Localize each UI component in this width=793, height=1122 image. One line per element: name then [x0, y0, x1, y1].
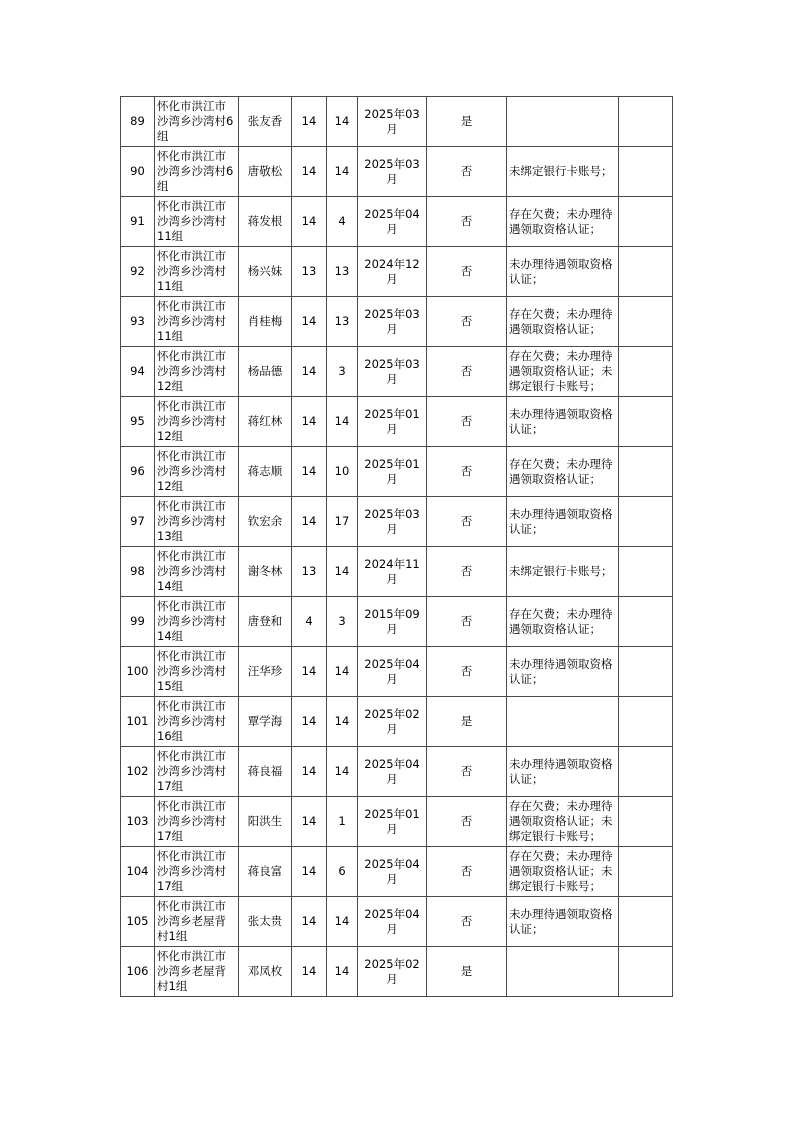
- date-cell: 2025年01月: [358, 447, 427, 497]
- remark-cell: [507, 247, 619, 297]
- empty-cell: [619, 197, 673, 247]
- months-value-a: 14: [292, 847, 327, 897]
- months-value-b: 14: [327, 947, 358, 997]
- table-row: [121, 447, 673, 497]
- address-cell: 怀化市洪江市沙湾乡沙湾村6组: [155, 147, 239, 197]
- empty-cell: [619, 247, 673, 297]
- remark-text: 未办理待遇领取资格认证；: [509, 256, 613, 286]
- row-number: 90: [121, 147, 155, 197]
- remark-cell: [507, 297, 619, 347]
- date-cell: 2025年01月: [358, 397, 427, 447]
- address-cell: 怀化市洪江市沙湾乡沙湾村12组: [155, 397, 239, 447]
- months-value-a: 13: [292, 247, 327, 297]
- date-cell: 2025年04月: [358, 747, 427, 797]
- remark-text: 存在欠费；未办理待遇领取资格认证；: [509, 456, 613, 486]
- remark-cell: [507, 847, 619, 897]
- months-value-b: 10: [327, 447, 358, 497]
- empty-cell: [619, 797, 673, 847]
- table-row: [121, 547, 673, 597]
- empty-cell: [619, 697, 673, 747]
- date-cell: 2025年02月: [358, 947, 427, 997]
- remark-cell: [507, 497, 619, 547]
- address-cell: 怀化市洪江市沙湾乡沙湾村12组: [155, 447, 239, 497]
- table-row: [121, 247, 673, 297]
- empty-cell: [619, 347, 673, 397]
- remark-cell: [507, 397, 619, 447]
- row-number: 106: [121, 947, 155, 997]
- months-value-a: 14: [292, 297, 327, 347]
- months-value-b: 1: [327, 797, 358, 847]
- remark-cell: [507, 447, 619, 497]
- months-value-a: 14: [292, 697, 327, 747]
- person-name: 蒋红林: [239, 397, 292, 447]
- months-value-a: 14: [292, 947, 327, 997]
- months-value-b: 14: [327, 147, 358, 197]
- empty-cell: [619, 747, 673, 797]
- status-flag: 否: [427, 247, 507, 297]
- status-flag: 否: [427, 897, 507, 947]
- address-cell: 怀化市洪江市沙湾乡沙湾村11组: [155, 197, 239, 247]
- remark-cell: [507, 697, 619, 747]
- table-row: [121, 397, 673, 447]
- person-name: 张太贵: [239, 897, 292, 947]
- date-cell: 2025年03月: [358, 97, 427, 147]
- status-flag: 否: [427, 797, 507, 847]
- address-cell: 怀化市洪江市沙湾乡沙湾村17组: [155, 747, 239, 797]
- months-value-b: 3: [327, 347, 358, 397]
- empty-cell: [619, 947, 673, 997]
- row-number: 89: [121, 97, 155, 147]
- status-flag: 否: [427, 597, 507, 647]
- months-value-a: 4: [292, 597, 327, 647]
- address-cell: 怀化市洪江市沙湾乡沙湾村13组: [155, 497, 239, 547]
- date-cell: 2015年09月: [358, 597, 427, 647]
- empty-cell: [619, 497, 673, 547]
- months-value-a: 14: [292, 497, 327, 547]
- remark-text: 存在欠费；未办理待遇领取资格认证；未绑定银行卡账号；: [509, 849, 613, 893]
- address-cell: 怀化市洪江市沙湾乡老屋背村1组: [155, 947, 239, 997]
- address-cell: 怀化市洪江市沙湾乡沙湾村14组: [155, 547, 239, 597]
- status-flag: 否: [427, 497, 507, 547]
- remark-text: 未绑定银行卡账号；: [509, 164, 613, 178]
- date-cell: 2025年03月: [358, 347, 427, 397]
- months-value-b: 14: [327, 397, 358, 447]
- months-value-b: 14: [327, 897, 358, 947]
- status-flag: 否: [427, 647, 507, 697]
- table-row: [121, 947, 673, 997]
- date-cell: 2025年04月: [358, 197, 427, 247]
- months-value-a: 14: [292, 647, 327, 697]
- remark-text: 存在欠费；未办理待遇领取资格认证；: [509, 306, 613, 336]
- person-name: 邓凤枚: [239, 947, 292, 997]
- address-cell: 怀化市洪江市沙湾乡沙湾村6组: [155, 97, 239, 147]
- table-row: [121, 597, 673, 647]
- date-cell: 2025年03月: [358, 497, 427, 547]
- remark-text: 存在欠费；未办理待遇领取资格认证；: [509, 206, 613, 236]
- date-cell: 2025年03月: [358, 147, 427, 197]
- months-value-b: 14: [327, 647, 358, 697]
- months-value-a: 14: [292, 797, 327, 847]
- remark-cell: [507, 547, 619, 597]
- remark-cell: [507, 97, 619, 147]
- person-name: 蒋良富: [239, 847, 292, 897]
- remark-cell: [507, 897, 619, 947]
- person-name: 谢冬林: [239, 547, 292, 597]
- remark-text: 未办理待遇领取资格认证；: [509, 756, 613, 786]
- months-value-b: 14: [327, 97, 358, 147]
- row-number: 94: [121, 347, 155, 397]
- months-value-a: 14: [292, 897, 327, 947]
- address-cell: 怀化市洪江市沙湾乡沙湾村17组: [155, 797, 239, 847]
- status-flag: 否: [427, 547, 507, 597]
- remark-text: 存在欠费；未办理待遇领取资格认证；未绑定银行卡账号；: [509, 799, 613, 843]
- address-cell: 怀化市洪江市沙湾乡老屋背村1组: [155, 897, 239, 947]
- person-name: 阳洪生: [239, 797, 292, 847]
- person-name: 杨品德: [239, 347, 292, 397]
- remark-cell: [507, 197, 619, 247]
- remark-text: 未办理待遇领取资格认证；: [509, 656, 613, 686]
- row-number: 101: [121, 697, 155, 747]
- months-value-a: 14: [292, 147, 327, 197]
- row-number: 103: [121, 797, 155, 847]
- date-cell: 2024年12月: [358, 247, 427, 297]
- row-number: 97: [121, 497, 155, 547]
- months-value-a: 14: [292, 347, 327, 397]
- status-flag: 否: [427, 847, 507, 897]
- remark-cell: [507, 647, 619, 697]
- status-flag: 否: [427, 197, 507, 247]
- row-number: 104: [121, 847, 155, 897]
- empty-cell: [619, 897, 673, 947]
- remark-cell: [507, 747, 619, 797]
- status-flag: 否: [427, 297, 507, 347]
- person-name: 肖桂梅: [239, 297, 292, 347]
- row-number: 102: [121, 747, 155, 797]
- address-cell: 怀化市洪江市沙湾乡沙湾村11组: [155, 247, 239, 297]
- remark-cell: [507, 147, 619, 197]
- records-table-body: [121, 97, 673, 997]
- table-row: [121, 197, 673, 247]
- row-number: 105: [121, 897, 155, 947]
- remark-text: 未办理待遇领取资格认证；: [509, 906, 613, 936]
- date-cell: 2025年02月: [358, 697, 427, 747]
- months-value-b: 3: [327, 597, 358, 647]
- remark-cell: [507, 947, 619, 997]
- months-value-b: 13: [327, 297, 358, 347]
- months-value-b: 14: [327, 697, 358, 747]
- status-flag: 否: [427, 147, 507, 197]
- remark-text: 存在欠费；未办理待遇领取资格认证；未绑定银行卡账号；: [509, 349, 613, 393]
- remark-text: 存在欠费；未办理待遇领取资格认证；: [509, 606, 613, 636]
- remark-text: 未办理待遇领取资格认证；: [509, 406, 613, 436]
- months-value-a: 14: [292, 397, 327, 447]
- status-flag: 否: [427, 747, 507, 797]
- status-flag: 是: [427, 947, 507, 997]
- row-number: 95: [121, 397, 155, 447]
- records-table: [120, 96, 673, 997]
- empty-cell: [619, 847, 673, 897]
- date-cell: 2025年04月: [358, 847, 427, 897]
- remark-text: 未办理待遇领取资格认证；: [509, 506, 613, 536]
- person-name: 张友香: [239, 97, 292, 147]
- status-flag: 否: [427, 397, 507, 447]
- table-row: [121, 497, 673, 547]
- date-cell: 2025年04月: [358, 647, 427, 697]
- empty-cell: [619, 97, 673, 147]
- months-value-b: 4: [327, 197, 358, 247]
- person-name: 蒋志顺: [239, 447, 292, 497]
- row-number: 93: [121, 297, 155, 347]
- table-row: [121, 647, 673, 697]
- row-number: 92: [121, 247, 155, 297]
- address-cell: 怀化市洪江市沙湾乡沙湾村15组: [155, 647, 239, 697]
- row-number: 98: [121, 547, 155, 597]
- address-cell: 怀化市洪江市沙湾乡沙湾村14组: [155, 597, 239, 647]
- table-row: [121, 347, 673, 397]
- months-value-b: 14: [327, 547, 358, 597]
- date-cell: 2025年01月: [358, 797, 427, 847]
- person-name: 覃学海: [239, 697, 292, 747]
- row-number: 96: [121, 447, 155, 497]
- status-flag: 否: [427, 347, 507, 397]
- table-row: [121, 697, 673, 747]
- table-row: [121, 97, 673, 147]
- empty-cell: [619, 597, 673, 647]
- table-row: [121, 747, 673, 797]
- person-name: 杨兴妹: [239, 247, 292, 297]
- status-flag: 是: [427, 97, 507, 147]
- months-value-a: 14: [292, 197, 327, 247]
- months-value-b: 17: [327, 497, 358, 547]
- row-number: 100: [121, 647, 155, 697]
- months-value-a: 13: [292, 547, 327, 597]
- months-value-b: 14: [327, 747, 358, 797]
- empty-cell: [619, 647, 673, 697]
- months-value-b: 6: [327, 847, 358, 897]
- row-number: 99: [121, 597, 155, 647]
- months-value-b: 13: [327, 247, 358, 297]
- row-number: 91: [121, 197, 155, 247]
- remark-text: 未绑定银行卡账号；: [509, 564, 613, 578]
- empty-cell: [619, 547, 673, 597]
- empty-cell: [619, 147, 673, 197]
- date-cell: 2024年11月: [358, 547, 427, 597]
- address-cell: 怀化市洪江市沙湾乡沙湾村16组: [155, 697, 239, 747]
- date-cell: 2025年03月: [358, 297, 427, 347]
- table-row: [121, 797, 673, 847]
- date-cell: 2025年04月: [358, 897, 427, 947]
- table-row: [121, 847, 673, 897]
- empty-cell: [619, 297, 673, 347]
- table-row: [121, 897, 673, 947]
- person-name: 钦宏余: [239, 497, 292, 547]
- status-flag: 是: [427, 697, 507, 747]
- table-row: [121, 297, 673, 347]
- address-cell: 怀化市洪江市沙湾乡沙湾村12组: [155, 347, 239, 397]
- person-name: 蒋良福: [239, 747, 292, 797]
- person-name: 汪华珍: [239, 647, 292, 697]
- months-value-a: 14: [292, 97, 327, 147]
- address-cell: 怀化市洪江市沙湾乡沙湾村11组: [155, 297, 239, 347]
- remark-cell: [507, 347, 619, 397]
- person-name: 蒋发根: [239, 197, 292, 247]
- empty-cell: [619, 447, 673, 497]
- address-cell: 怀化市洪江市沙湾乡沙湾村17组: [155, 847, 239, 897]
- empty-cell: [619, 397, 673, 447]
- person-name: 唐登和: [239, 597, 292, 647]
- months-value-a: 14: [292, 447, 327, 497]
- remark-cell: [507, 597, 619, 647]
- person-name: 唐敬松: [239, 147, 292, 197]
- months-value-a: 14: [292, 747, 327, 797]
- status-flag: 否: [427, 447, 507, 497]
- table-row: [121, 147, 673, 197]
- remark-cell: [507, 797, 619, 847]
